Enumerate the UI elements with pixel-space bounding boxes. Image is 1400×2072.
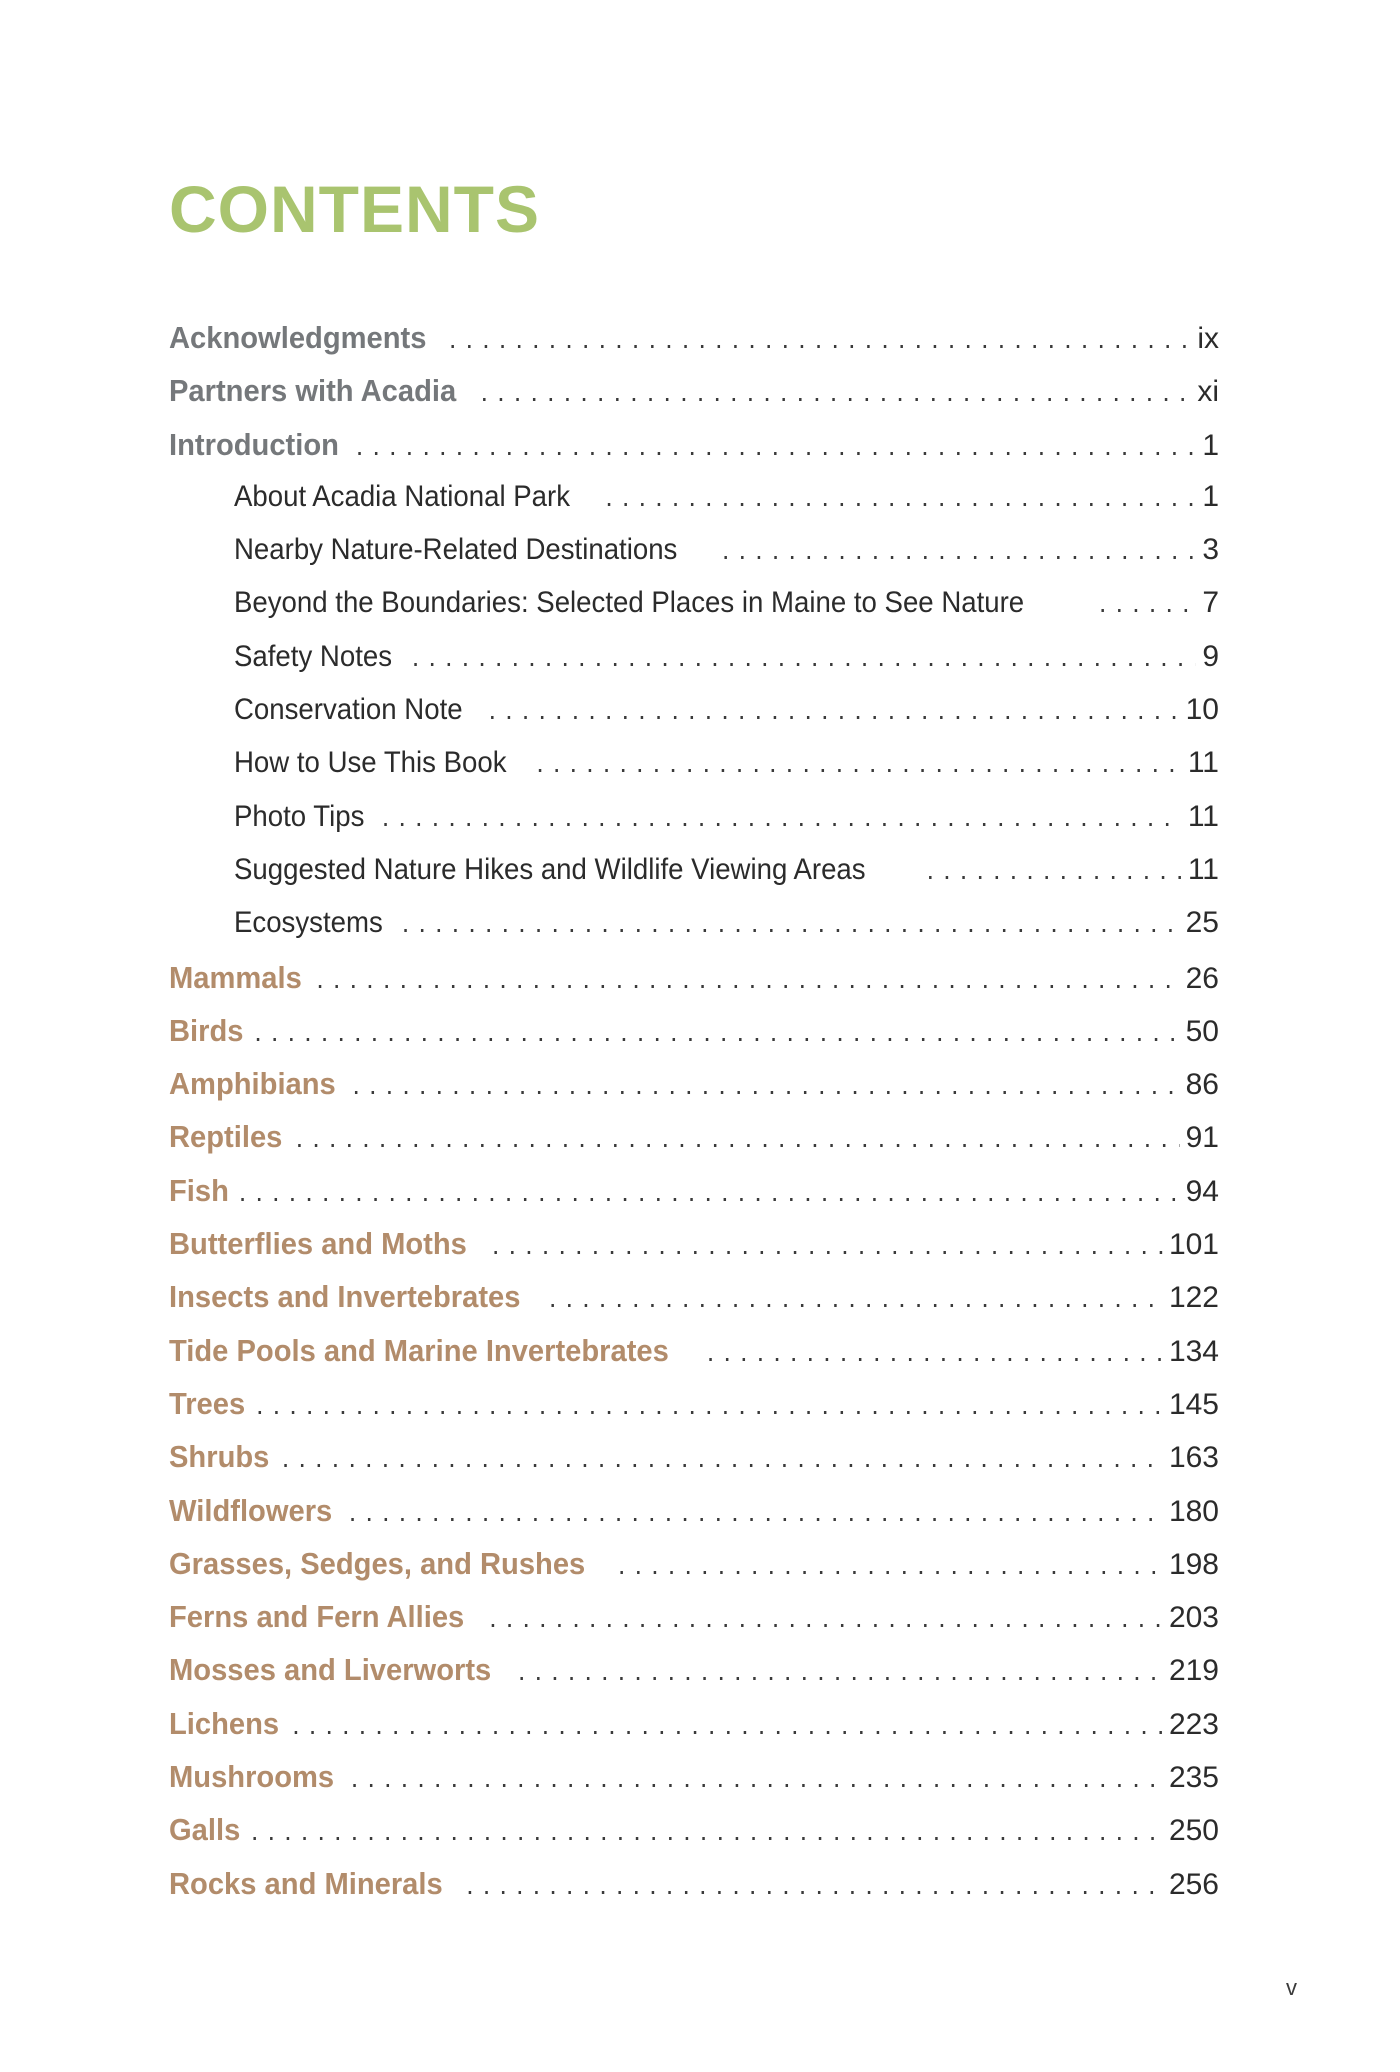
toc-entry-page-number: 198 <box>1168 1547 1219 1581</box>
toc-entry[interactable] <box>169 640 1219 693</box>
toc-entry-page-number: 101 <box>1168 1228 1219 1262</box>
toc-entry[interactable] <box>169 586 1219 639</box>
toc-entry-label: Shrubs <box>169 1439 270 1475</box>
toc-entry-page-number: 163 <box>1168 1441 1219 1475</box>
toc-entry-label: Beyond the Boundaries: Selected Places in Maine to See Nature <box>234 586 1025 620</box>
toc-entry-page-number: 11 <box>1187 746 1219 780</box>
dot-leader <box>251 1818 1163 1846</box>
dot-leader <box>481 379 1192 407</box>
toc-entry[interactable] <box>169 1812 1219 1865</box>
dot-leader <box>518 1658 1163 1686</box>
toc-entry[interactable] <box>169 960 1219 1013</box>
dot-leader <box>349 1499 1163 1527</box>
toc-entry-label: Fish <box>169 1172 229 1208</box>
toc-entry[interactable] <box>169 1866 1219 1919</box>
dot-leader <box>412 644 1197 672</box>
toc-entry[interactable] <box>169 1546 1219 1599</box>
toc-entry-page-number: 26 <box>1185 961 1219 995</box>
toc-entry-label: Lichens <box>169 1705 280 1741</box>
dot-leader <box>296 1125 1180 1153</box>
toc-entry[interactable] <box>169 1226 1219 1279</box>
dot-leader <box>352 1072 1179 1100</box>
toc-entry-page-number: 145 <box>1168 1387 1219 1421</box>
toc-entry-page-number: 11 <box>1187 799 1219 833</box>
toc-entry-page-number: 7 <box>1202 586 1219 620</box>
toc-entry-page-number: 203 <box>1168 1601 1219 1635</box>
dot-leader <box>316 966 1179 994</box>
dot-leader <box>536 750 1182 778</box>
dot-leader <box>402 910 1180 938</box>
toc-entry[interactable] <box>169 1759 1219 1812</box>
toc-entry-page-number: xi <box>1197 375 1219 409</box>
toc-entry[interactable] <box>169 1066 1219 1119</box>
toc-entry-page-number: 134 <box>1168 1334 1219 1368</box>
dot-leader <box>382 804 1182 832</box>
toc-entry[interactable] <box>169 1706 1219 1759</box>
toc-entry-page-number: 25 <box>1185 906 1219 940</box>
toc-entry[interactable] <box>169 1333 1219 1386</box>
toc-entry[interactable] <box>169 533 1219 586</box>
toc-entry-label: Photo Tips <box>234 799 365 833</box>
table-of-contents <box>169 320 1219 1919</box>
dot-leader <box>356 433 1197 461</box>
toc-entry-page-number: ix <box>1197 322 1219 355</box>
toc-entry-page-number: 1 <box>1202 428 1219 462</box>
dot-leader <box>256 1392 1163 1420</box>
dot-leader <box>618 1552 1163 1580</box>
toc-entry-page-number: 10 <box>1185 693 1219 727</box>
toc-entry-label: Trees <box>169 1385 246 1421</box>
dot-leader <box>466 1872 1163 1900</box>
toc-entry-page-number: 180 <box>1168 1494 1219 1528</box>
toc-entry-label: Nearby Nature-Related Destinations <box>234 533 678 567</box>
toc-entry[interactable] <box>169 427 1219 480</box>
dot-leader <box>488 697 1179 725</box>
toc-entry-label: How to Use This Book <box>234 746 507 780</box>
toc-entry-page-number: 94 <box>1185 1174 1219 1208</box>
toc-entry-page-number: 3 <box>1202 533 1219 567</box>
toc-entry[interactable] <box>169 373 1219 426</box>
toc-entry[interactable] <box>169 746 1219 799</box>
dot-leader <box>292 1712 1163 1740</box>
toc-entry-label: Reptiles <box>169 1119 283 1155</box>
toc-entry-label: Conservation Note <box>234 693 463 727</box>
toc-entry-page-number: 9 <box>1202 639 1219 673</box>
toc-entry-label: Butterflies and Moths <box>169 1226 467 1262</box>
dot-leader <box>549 1285 1163 1313</box>
toc-entry[interactable] <box>169 853 1219 906</box>
toc-entry-page-number: 11 <box>1187 852 1219 886</box>
dot-leader <box>492 1232 1163 1260</box>
toc-entry-page-number: 86 <box>1185 1068 1219 1102</box>
toc-entry[interactable] <box>169 480 1219 533</box>
dot-leader <box>926 857 1181 885</box>
page-title: CONTENTS <box>169 172 540 246</box>
dot-leader <box>351 1765 1163 1793</box>
dot-leader <box>605 484 1196 512</box>
toc-entry-label: Insects and Invertebrates <box>169 1279 521 1315</box>
toc-entry-label: Amphibians <box>169 1066 336 1102</box>
toc-entry-page-number: 122 <box>1168 1281 1219 1315</box>
toc-entry[interactable] <box>169 800 1219 853</box>
toc-entry-label: Partners with Acadia <box>169 373 457 409</box>
toc-entry[interactable] <box>169 1279 1219 1332</box>
toc-entry[interactable] <box>169 1386 1219 1439</box>
page-number: v <box>1286 1975 1297 2000</box>
dot-leader <box>449 326 1191 354</box>
toc-entry-label: Suggested Nature Hikes and Wildlife Viewing Areas <box>234 852 866 886</box>
toc-entry-label: Wildflowers <box>169 1492 333 1528</box>
toc-entry-page-number: 1 <box>1202 479 1219 513</box>
toc-entry-label: Safety Notes <box>234 639 393 673</box>
toc-entry[interactable] <box>169 1599 1219 1652</box>
toc-entry-page-number: 250 <box>1168 1814 1219 1848</box>
toc-entry-label: Galls <box>169 1812 241 1848</box>
toc-entry[interactable] <box>169 1493 1219 1546</box>
dot-leader <box>239 1179 1180 1207</box>
toc-entry-label: Rocks and Minerals <box>169 1865 443 1901</box>
toc-entry[interactable] <box>169 1119 1219 1172</box>
toc-entry-label: Birds <box>169 1012 244 1048</box>
toc-entry[interactable] <box>169 1173 1219 1226</box>
toc-entry-label: Ferns and Fern Allies <box>169 1599 465 1635</box>
toc-entry[interactable] <box>169 1439 1219 1492</box>
toc-entry[interactable] <box>169 906 1219 959</box>
toc-entry-label: About Acadia National Park <box>234 479 571 513</box>
toc-entry-label: Mammals <box>169 959 302 995</box>
toc-entry-page-number: 91 <box>1185 1121 1219 1155</box>
toc-entry-page-number: 235 <box>1168 1761 1219 1795</box>
toc-entry-label: Ecosystems <box>234 906 383 940</box>
toc-entry-label: Grasses, Sedges, and Rushes <box>169 1545 586 1581</box>
toc-entry-label: Mosses and Liverworts <box>169 1652 492 1688</box>
dot-leader <box>282 1445 1163 1473</box>
toc-entry-page-number: 223 <box>1168 1707 1219 1741</box>
toc-entry[interactable] <box>169 1652 1219 1705</box>
toc-entry[interactable] <box>169 693 1219 746</box>
dot-leader <box>489 1605 1163 1633</box>
toc-entry-page-number: 256 <box>1168 1867 1219 1901</box>
toc-entry-page-number: 219 <box>1168 1654 1219 1688</box>
toc-entry-label: Acknowledgments <box>169 320 427 355</box>
dot-leader <box>254 1019 1179 1047</box>
toc-entry[interactable] <box>169 320 1219 373</box>
toc-entry-page-number: 50 <box>1185 1014 1219 1048</box>
dot-leader <box>1099 590 1196 618</box>
toc-entry-label: Mushrooms <box>169 1759 335 1795</box>
toc-entry-label: Introduction <box>169 426 339 462</box>
toc-entry[interactable] <box>169 1013 1219 1066</box>
toc-entry-label: Tide Pools and Marine Invertebrates <box>169 1332 669 1368</box>
dot-leader <box>707 1339 1163 1367</box>
dot-leader <box>722 537 1196 565</box>
